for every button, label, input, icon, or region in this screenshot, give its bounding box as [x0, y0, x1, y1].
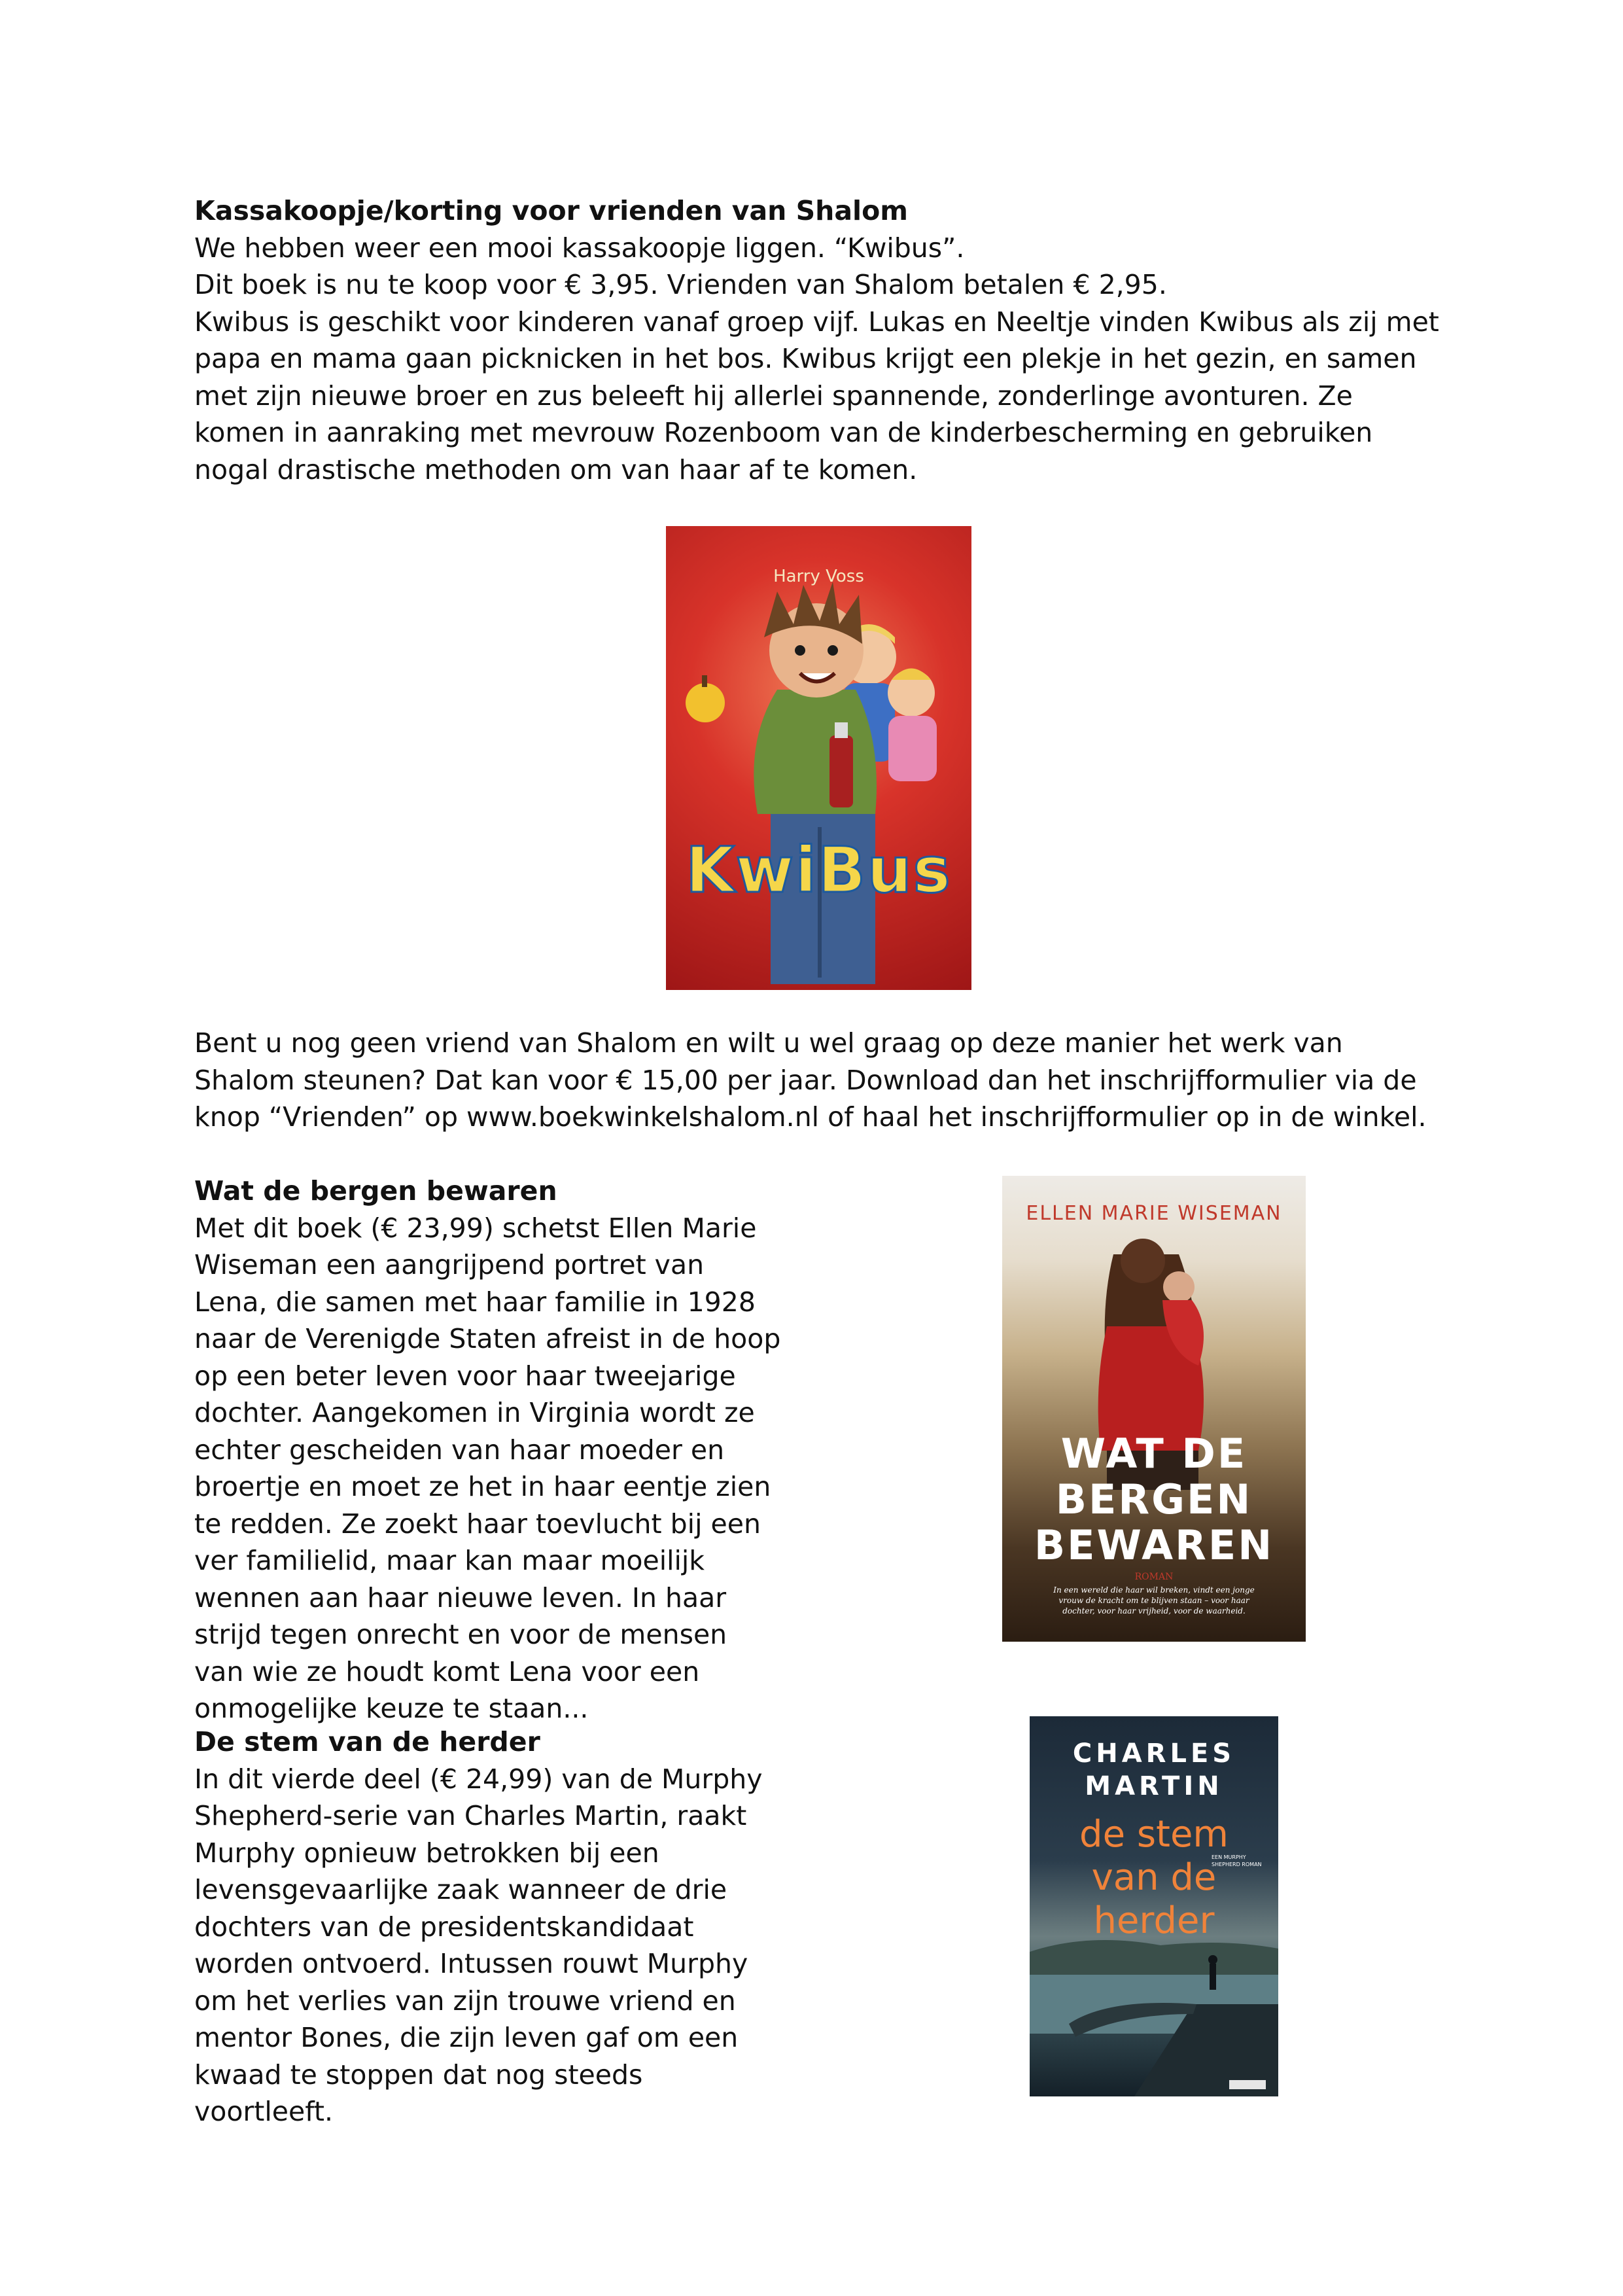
- herder-author-line2: MARTIN: [1085, 1771, 1223, 1801]
- heading-bergen: Wat de bergen bewaren: [194, 1175, 557, 1207]
- herder-book-cover: [1030, 1716, 1278, 2096]
- section-wat-de-bergen-bewaren: [194, 1173, 783, 1727]
- paragraph-intro-2: Dit boek is nu te koop voor € 3,95. Vrienden van Shalom betalen € 2,95.: [194, 269, 1167, 300]
- section-kassakoopje: [194, 192, 1450, 488]
- kwibus-book-cover: [666, 526, 971, 990]
- kwibus-title: KwiBus: [686, 834, 952, 907]
- bergen-book-cover: [1002, 1176, 1306, 1642]
- herder-author: [1030, 1737, 1278, 1803]
- herder-title: [1030, 1813, 1278, 1943]
- heading-kassakoopje: Kassakoopje/korting voor vrienden van Shalom: [194, 195, 908, 226]
- paragraph-bergen: Met dit boek (€ 23,99) schetst Ellen Marie Wiseman een aangrijpend portret van Lena, die samen met haar familie in 1928 naar de Verenigde Staten afreist in de hoop op een beter leven voor haar tweejarige dochter. Aangekomen in Virginia wordt ze echter gescheiden van haar moeder en broertje en moet ze het in haar eentje zien te redden. Ze zoekt haar toevlucht bij een ver familielid, maar kan maar moeilijk wennen aan haar nieuwe leven. In haar strijd tegen onrecht en voor de mensen van wie ze houdt komt Lena voor een onmogelijke keuze te staan...: [194, 1212, 781, 1724]
- herder-series-label: EEN MURPHY SHEPHERD ROMAN: [1212, 1854, 1262, 1867]
- bergen-title-line3: BEWAREN: [1034, 1521, 1274, 1569]
- bergen-title: [1002, 1431, 1306, 1568]
- section-vriend-worden: [194, 1025, 1450, 1136]
- paragraph-intro-3: Kwibus is geschikt voor kinderen vanaf groep vijf. Lukas en Neeltje vinden Kwibus als zij met papa en mama gaan picknicken in het bos. Kwibus krijgt een plekje in het gezin, en samen met zijn nieuwe broer en zus beleeft hij allerlei spannende, zonderlinge avonturen. Ze komen in aanraking met mevrouw Rozenboom van de kinderbescherming en gebruiken nogal drastische methoden om van haar af te komen.: [194, 306, 1439, 486]
- bergen-roman-label: ROMAN: [1134, 1572, 1174, 1582]
- bergen-title-line2: BERGEN: [1055, 1475, 1253, 1523]
- kwibus-illustration: [666, 526, 971, 990]
- bergen-title-line1: WAT DE: [1060, 1430, 1248, 1477]
- heading-herder: De stem van de herder: [194, 1726, 540, 1757]
- paragraph-vriend: Bent u nog geen vriend van Shalom en wilt u wel graag op deze manier het werk van Shalom steunen? Dat kan voor € 15,00 per jaar. Download dan het inschrijfformulier via de knop “Vrienden” op www.boekwinkelshalom.nl of haal het inschrijfformulier op in de winkel.: [194, 1027, 1427, 1133]
- bergen-author: ELLEN MARIE WISEMAN: [1026, 1202, 1282, 1225]
- paragraph-herder: In dit vierde deel (€ 24,99) van de Murphy Shepherd-serie van Charles Martin, raakt Murphy opnieuw betrokken bij een levensgevaarlijke zaak wanneer de drie dochters van de presidentskandidaat worden ontvoerd. Intussen rouwt Murphy om het verlies van zijn trouwe vriend en mentor Bones, die zijn leven gaf om een kwaad te stoppen dat nog steeds voortleeft.: [194, 1763, 763, 2127]
- section-de-stem-van-de-herder: [194, 1723, 783, 2130]
- herder-title-line1: de stem: [1079, 1813, 1229, 1856]
- herder-title-line3: herder: [1093, 1899, 1215, 1942]
- herder-author-line1: CHARLES: [1072, 1739, 1236, 1769]
- kwibus-author: Harry Voss: [773, 567, 864, 586]
- herder-title-line2: van de: [1091, 1856, 1217, 1899]
- paragraph-intro-1: We hebben weer een mooi kassakoopje liggen. “Kwibus”.: [194, 232, 965, 264]
- bergen-cover-blurb: In een wereld die haar wil breken, vindt een jonge vrouw de kracht om te blijven staan – voor haar dochter, voor haar vrijheid, voor de waarheid.: [1053, 1585, 1255, 1616]
